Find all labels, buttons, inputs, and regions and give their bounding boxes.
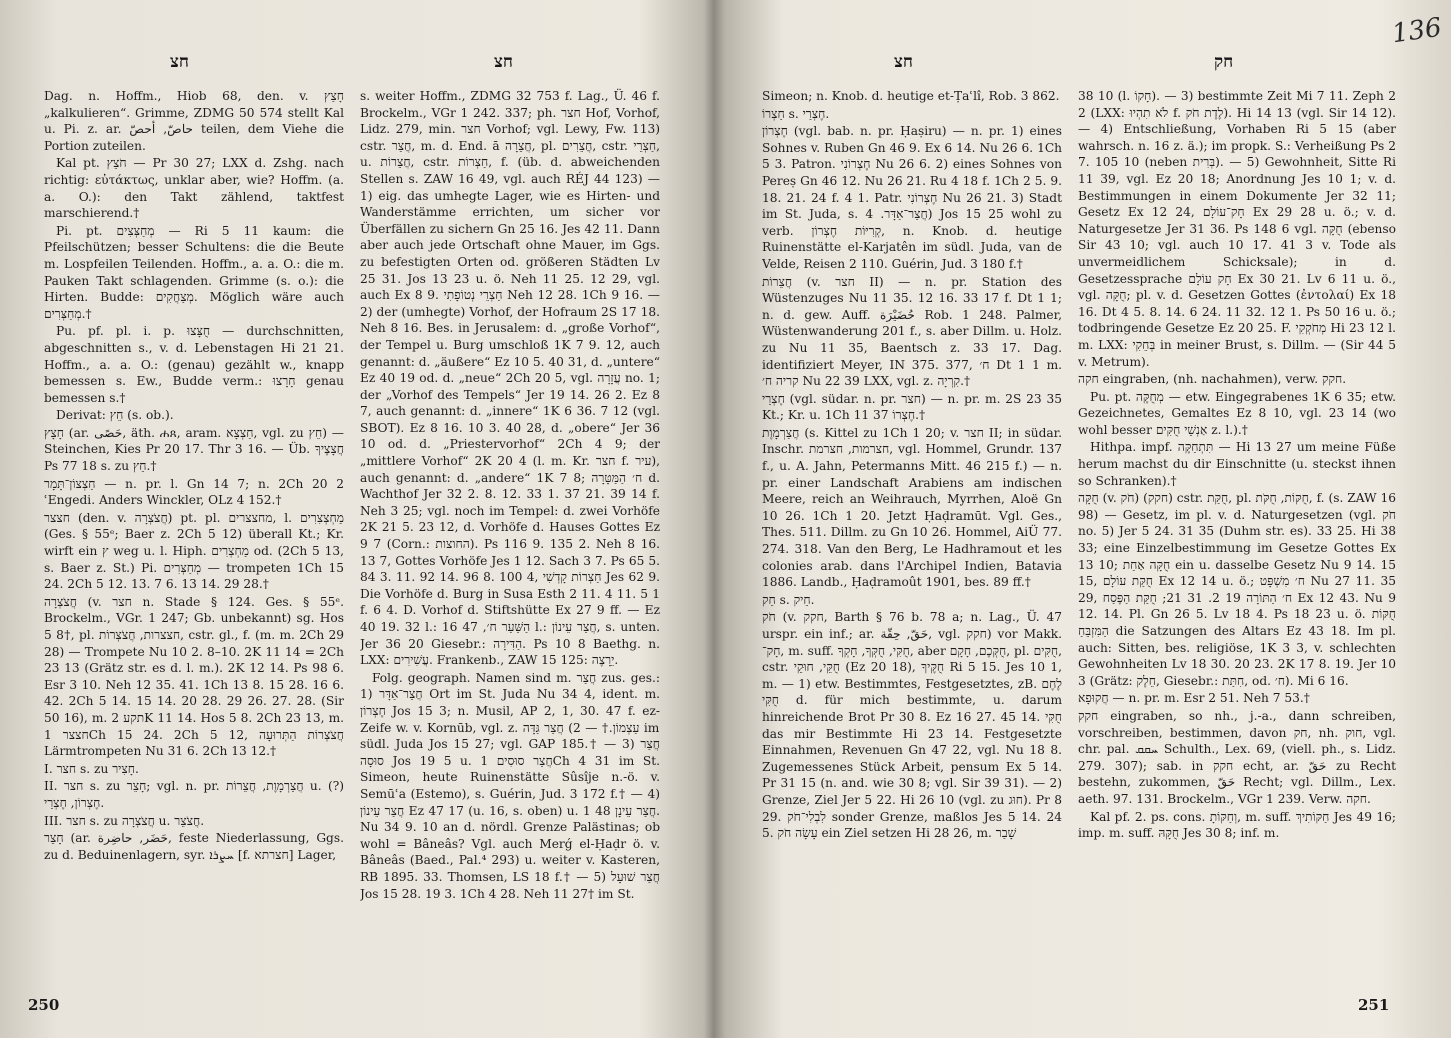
right-page-column-2 (1078, 88, 1396, 968)
entry-paragraph: חֵק s. חֵיק. (762, 592, 815, 607)
entry-paragraph: חַצְרוֹ s. חֶצְרַי. (762, 106, 830, 121)
entry-paragraph: Pi. pt. מְחַצְּצִים — Ri 5 11 kaum: die Pfeilschützen; besser Schultens: die die Beute m. Lospfeilen Teilenden. Hoffm., a. a. O.: die m. Pauken Takt schlagenden. Grimme (s. o.): die Hirten. Budde: מְצַחֲקִים. Möglich wäre auch מְחַצְּרִים.† (44, 223, 344, 321)
right-page-column-1 (762, 88, 1062, 968)
entry-paragraph: II. חצר s. zu חָצֵר; vgl. n. pr. חֲצַרְמָוֶת, חֲצֵרוֹת u. (?) חֶצְרוֹן, חֶצְרַי. (44, 779, 344, 810)
left-page-column-1 (44, 88, 344, 968)
entry-paragraph: Pu. pf. pl. i. p. חֻצָּצוּ — durchschnitten, abgeschnitten s., v. d. Lebenstagen Hi 21 21. Hoffm., a. a. O.: (genau) gezählt w., knapp bemessen s. Ew., Budde verm.: חָרָצוּ genau bemessen s.† (44, 324, 344, 405)
entry-paragraph: Folg. geograph. Namen sind m. חֲצַר zus. ges.: 1) חֲצַר־אַדָּר Ort im St. Juda Nu 34 4, ident. m. חֶצְרוֹן Jos 15 3; n. Musil, AP 2, 1, 30. 47 f. ez-Zeife w. v. Kornūb, vgl. z. עַצְמוֹן.† — 2) חֲצַר גַּדָּה im südl. Juda Jos 15 27; vgl. GAP 185.† — 3) חֲצַר סוּסָה Jos 19 5 u. חֲצַר סוּסִים 1Ch 4 31 im St. Simeon, heute Ruinenstätte Sûsîje n.-ö. v. Semūʿa (Estemo), s. Guérin, Jud. 3 172 f.† — 4) חֲצַר עֵינוֹן Ez 47 17 (u. 16, s. oben) u. חֲצַר עֵינָן 48 1. Nu 34 9. 10 an d. nördl. Grenze Palästinas; ob wohl = Bâneâs? Vgl. auch Merǵ el-Ḥaḍr ö. v. Bâneâs (Baed., Pal.⁴ 293) u. weiter v. Kasteren, RB 1895. 33. Thomsen, LS 18 f.† — 5) חֲצַר שׁוּעָל Jos 15 28. 19 3. 1Ch 4 28. Neh 11 27† im St. (360, 670, 660, 901)
entry-paragraph: חָצֵר (ar. حَضَر, حاضِرة, feste Niederlassung, Ggs. zu d. Beduinenlagern, syr. ܚܨܪܐ [f. חצרתא] Lager, (44, 831, 344, 862)
entry-paragraph: Kal pt. חֹצֵץ — Pr 30 27; LXX d. Zshg. nach richtig: εὐτάκτως, unklar aber, wie? Hoffm. (a. a. O.): den Takt zählend, taktfest marschierend.† (44, 156, 344, 221)
entry-paragraph: Hithpa. impf. תִּתְחַקֶּה — Hi 13 27 um meine Füße herum machst du dir Einschnitte (u. steckst ihnen so Schranken).† (1078, 440, 1396, 488)
entry-paragraph: Derivat: חֵץ (s. ob.). (56, 408, 174, 423)
entry-paragraph: חֹק (v. חקק, Barth § 76 b. 78 a; n. Lag., Ü. 47 urspr. ein inf.; ar. حَقّ, حِقّة, vgl. חקק) vor Makk. חָק־, m. suff. חֻקִּי, חֻקְּךָ, חָקְךָ, aber חֻקְּכֶם, חָקָם, pl. חֻקִּים, cstr. חֻקֵּי, חוּקֵי (Ez 20 18), חֻקֶּיךָ Ri 5 15. Jes 10 1, m. — 1) etw. Bestimmtes, Festgesetztes, zB. לֶחֶם חֻקִּי d. für mich bestimmte, u. darum hinreichende Brot Pr 30 8. Ez 16 27. 45 14. חֻקִּי das mir Bestimmte Hi 23 14. Festgesetzte Einnahmen, Revenuen Gn 47 22, vgl. Nu 18 8. Zugemessenes Stück Arbeit, pensum Ex 5 14. Pr 31 15 (n. and. wie 30 8; vgl. Sir 39 31). — 2) Grenze, Ziel Jer 5 22. Hi 26 10 (vgl. zu חוּג). Pr 8 29. לִבְלִי־חֹק sonder Grenze, maßlos Jes 5 14. 24 5. עָשָׂה חֹק ein Ziel setzen Hi 28 26, m. שָׁבַר (762, 610, 1062, 841)
entry-paragraph: חֶצְרַי (vgl. südar. n. pr. חצר) — n. pr. m. 2S 23 35 Kt.; Kr. u. 1Ch 11 37 חֶצְרוֹ.† (762, 391, 1062, 423)
entry-paragraph: חקק eingraben, so nh., j.-a., dann schreiben, vorschreiben, bestimmen, davon חק, nh. חוק, vgl. chr. pal. ܚܩܩ Schulth., Lex. 69, (viell. ph., s. Lidz. 279. 307); sab. in חקק echt, ar. حَقّ zu Recht bestehn, zukommen, حَقّ Recht; vgl. Dillm., Lex. aeth. 97. 131. Brockelm., VGr 1 239. Verw. חקה. (1078, 708, 1396, 806)
entry-paragraph: 38 10 (l. חָקוֹ). — 3) bestimmte Zeit Mi 7 11. Zeph 2 2 (LXX: לֹא תִהְיוּ f. לֶדֶת חֹק). Hi 14 13 (vgl. Sir 14 12). — 4) Entschließung, Vorhaben Ri 5 15 (aber wahrsch. n. 16 z. ä.); im propk. S.: Verheißung Ps 2 7. 105 10 (neben בְּרִית). — 5) Gewohnheit, Sitte Ri 11 39, vgl. Ez 20 18; Anordnung Jes 10 1; v. d. Bestimmungen in einem Dokumente Jer 32 11; Gesetz Ex 12 24, חָק־עוֹלָם Ex 29 28 u. ö.; v. d. Naturgesetze Jer 31 36. Ps 148 6 vgl. חֻקָּה (ebenso Sir 43 10; vgl. auch 10 17. 41 3 v. Tode als unvermeidlichem Schicksale); in d. Gesetzessprache חָק עוֹלָם Ex 30 21. Lv 6 11 u. ö., vgl. חֻקָּה; pl. v. d. Gesetzen Gottes (ἐντολαί) Ex 18 16. Dt 4 5. 8. 14. 6 24. 11 32. 12 1. Ps 50 16 u. ö.; todbringende Gesetze Ez 20 25. F. מְחֹקְקִי Hi 23 12 l. m. LXX: בְּחֵקִי in meiner Brust, s. Dillm. — (Sir 44 5 v. Metrum). (1078, 89, 1396, 369)
entry-paragraph: Kal pf. 2. ps. cons. וְחַקּוֹתָ, m. suff. חַקּוֹתִיךְ Jes 49 16; imp. m. suff. חֻקָּהּ Jes 30 8; inf. m. (1078, 809, 1396, 841)
left-page-number: 250 (28, 996, 60, 1014)
right-page-header-right: חק (1214, 52, 1234, 72)
entry-paragraph: חצצר (den. v. חֲצֹצְרָה) pt. pl. מחצצרים, l. מַחְצְצִרִים (Ges. § 55ᵉ; Baer z. 2Ch 5 12) überall Kt.; Kr. wirft ein ץ weg u. l. Hiph. מַחְצְרִים od. (2Ch 5 13, s. Baer z. St.) Pi. מְחַצְּרִים — trompeten 1Ch 15 24. 2Ch 5 12. 13. 7 6. 13 14. 29 28.† (44, 510, 344, 592)
entry-paragraph: חָצָץ (ar. حَصًى, äth. ሐጸ, aram. חַצְצָא, vgl. zu חֵץ) — Steinchen, Kies Pr 20 17. Thr 3 16. — Üb. חֲצָצֶיךָ Ps 77 18 s. zu חֵץ.† (44, 425, 344, 474)
left-page-header-right: חצ (494, 52, 513, 72)
entry-paragraph: Pu. pt. מְחֻקֶּה — etw. Eingegrabenes 1K 6 35; etw. Gezeichnetes, Gemaltes Ez 8 10, vgl. 23 14 (wo wohl besser אַנְשֵׁי חֻקִּים z. l.).† (1078, 389, 1396, 437)
left-page-column-2 (360, 88, 660, 968)
entry-paragraph: חֲקוּפָא — n. pr. m. Esr 2 51. Neh 7 53.† (1078, 691, 1310, 706)
entry-paragraph: חֲצֹצְרָה (v. חצר n. Stade § 124. Ges. § 55ᵉ. Brockelm., VGr. 1 247; Gb. unbekannt) sg. Hos 5 8†, pl. חצצרות, חֲצֹצְרוֹת, cstr. gl., f. (m. m. 2Ch 29 28) — Trompete Nu 10 2. 8–10. 2K 11 14 = 2Ch 23 13 (Grätz str. es d. l. m.). 2K 12 14. Ps 98 6. Esr 3 10. Neh 12 35. 41. 1Ch 13 8. 15 28. 16 6. 42. 2Ch 5 14. 15 14. 20 28. 29 26. 27. 28. (Sir 50 16), m. תקע 2K 11 14. Hos 5 8. 2Ch 23 13, m. חצצר 1Ch 15 24. 2Ch 5 12, חֲצֹצְרוֹת הַתְּרוּעָה Lärmtrompeten Nu 31 6. 2Ch 13 12.† (44, 594, 344, 759)
entry-paragraph: s. weiter Hoffm., ZDMG 32 753 f. Lag., Ü. 46 f. Brockelm., VGr 1 242. 337; ph. חצר Hof, Vorhof, Lidz. 279, min. חצר Vorhof; vgl. Lewy, Fw. 113) cstr. חֲצַר, m. d. End. ā חֲצֵרָה, pl. חֲצֵרִים, cstr. חַצְרֵי, u. חֲצֵרוֹת, cstr. חַצְרוֹת, f. (üb. d. abweichenden Stellen s. ZAW 16 49, vgl. auch RÉJ 44 123) — 1) eig. das umhegte Lager, wie es Hirten- und Wanderstämme errichten, um sicher vor Überfällen zu sichern Gn 25 16. Jes 42 11. Dann aber auch jede Ortschaft ohne Mauer, im Ggs. zu befestigten Orten od. größeren Städten Lv 25 31. Jos 13 23 u. ö. Neh 11 25. 12 29, vgl. auch Ex 8 9. חַצְרֵי נְטוֹפָתִי Neh 12 28. 1Ch 9 16. — 2) der (umhegte) Vorhof, der Hofraum 2S 17 18. Neh 8 16. Bes. in Jerusalem: d. „große Vorhof“, der Tempel u. Burg umschloß 1K 7 9. 12, auch genannt: d. „äußere“ Ez 10 5. 40 31, d. „untere“ Ez 40 19 od. d. „neue“ 2Ch 20 5, vgl. עֲזָרָה no. 1; der „Vorhof des Tempels“ Jer 19 14. 26 2. Ez 8 7, auch genannt: d. „innere“ 1K 6 36. 7 12 (vgl. SBOT). Ez 8 16. 10 3. 40 28, d. „obere“ Jer 36 10 od. d. „Priestervorhof“ 2Ch 4 9; der „mittlere Vorhof“ 2K 20 4 (l. m. Kr. חצר f. עיר), auch genannt: d. „andere“ 1K 7 8; ח׳ הַמַּטָּרָה d. Wachthof Jer 32 2. 8. 12. 33 1. 37 21. 39 14 f. Neh 3 25; vgl. noch im Tempel: d. zwei Vorhöfe 2K 21 5. 23 12, d. Vorhöfe d. Hauses Gottes Ez 9 7 (Corn.: החוצות). Ps 116 9. 135 2. Neh 8 16. 13 7, Gottes Vorhöfe Jes 1 12. Sach 3 7. Ps 65 5. 84 3. 11. 92 14. 96 8. 100 4, חַצְרוֹת קָדְשִׁי Jes 62 9. Die Vorhöfe d. Burg in Susa Esth 2 11. 4 11. 5 1 f. 6 4. D. Vorhof d. Stiftshütte Ex 27 9 ff. — Ez 40 19. 32 l.: הַשַּׁעַר ח׳, 47 16 l.: חֲצַר עֵינוֹן, s. unten. Jer 36 20 Giesebr.: הַדִּירָה. Ps 10 8 Baethg. n. LXX: עֲשִׁירִים. Frankenb., ZAW 15 125: יֵרָצֶה. (360, 89, 660, 668)
right-page-header-left: חצ (894, 52, 913, 72)
entry-paragraph: Simeon; n. Knob. d. heutige et-Ṭaʿlî, Rob. 3 862. (762, 89, 1060, 103)
entry-paragraph: חַצְצוֹן־תָּמָר — n. pr. l. Gn 14 7; n. 2Ch 20 2 ʿEngedi. Anders Winckler, OLz 4 152.† (44, 476, 344, 508)
entry-paragraph: חֶצְרוֹן (vgl. bab. n. pr. Ḥaṣiru) — n. pr. 1) eines Sohnes v. Ruben Gn 46 9. Ex 6 14. Nu 26 6. 1Ch 5 3. Patron. חֶצְרוֹנִי Nu 26 6. 2) eines Sohnes von Pereṣ Gn 46 12. Nu 26 21. Ru 4 18 f. 1Ch 2 5. 9. 18. 21. 24 f. 4 1. Patr. חֶצְרוֹנִי Nu 26 21. 3) Stadt im St. Juda, s. חֲצַר־אַדָּר. 4) Jos 15 25 wohl zu verb. קְרִיּוֹת חֶצְרוֹן, n. Knob. d. heutige Ruinenstätte el-Karjatên im südl. Juda, van de Velde, Reisen 2 110. Guérin, Jud. 3 180 f.† (762, 124, 1062, 271)
entry-paragraph: חקה eingraben, (nh. nachahmen), verw. חקק. (1078, 372, 1347, 387)
entry-paragraph: חֲצַרְמָוֶת (s. Kittel zu 1Ch 1 20; v. חצר II; in südar. Inschr. חצרמות, חצרמת, vgl. Hommel, Grundr. 137 f., u. A. Jahn, Petermanns Mitt. 46 215 f.) — n. pr. einer Landschaft Arabiens am indischen Meere, reich an Weihrauch, Myrrhen, Aloë Gn 10 26. 1Ch 1 20. Jetzt Ḥaḍramūt. Vgl. Ges., Thes. 511. Dillm. zu Gn 10 26. Hommel, AiÜ 77. 274. 318. Van den Berg, Le Hadhramout et les colonies arab. dans l'Archipel Indien, Batavia 1886. Landb., Ḥaḍramoût 1901, bes. 89 ff.† (762, 425, 1062, 590)
right-page-number: 251 (1358, 996, 1390, 1014)
handwritten-page-number: 136 (1390, 12, 1444, 50)
entry-paragraph: חֻקָּה (v. חֹק) (חקק) cstr. חֻקַּת, pl. חֻקּוֹת, חֻקֹּת, f. (s. ZAW 16 98) — Gesetz, im pl. v. d. Naturgesetzen (vgl. חֹק no. 5) Jer 5 24. 31 35 (Duhm str. es). 33 25. Hi 38 33; eine Einzelbestimmung im Gesetze Gottes Ex 13 10; חֻקָּה אַחַת ein u. dasselbe Gesetz Nu 9 14. 15 15, חֻקַּת עוֹלָם Ex 12 14 u. ö.; ח׳ מִשְׁפָּט Nu 27 11. 35 29, ח׳ הַתּוֹרָה 19 2. 31 21; חֻקַּת הַפֶּסַח Ex 12 43. Nu 9 12. 14. Pl. Gn 26 5. Lv 18 4. Ps 18 23 u. ö. חֻקּוֹת הַמִּזְבֵּחַ die Satzungen des Altars Ez 43 18. Im pl. auch: Sitten, bes. religiöse, 1K 3 3, v. schlechten Gewohnheiten Lv 18 30. 20 23. 2K 17 8. 19. Jer 10 3 (Grätz: חֵלֶק, Giesebr.: חִתַּת, od. ח׳). Mi 6 16. (1078, 491, 1396, 688)
entry-paragraph: I. חצר s. zu חָצִיר. (44, 761, 139, 776)
left-page-header-left: חצ (170, 52, 189, 72)
right-page (706, 0, 1451, 1038)
entry-paragraph: III. חצר s. zu חֲצֹצְרָה u. חֲצֹצֵר. (44, 813, 205, 828)
entry-paragraph: חֲצֵרוֹת (v. חצר II) — n. pr. Station des Wüstenzuges Nu 11 35. 12 16. 33 17 f. Dt 1 1; n. d. gew. Auff. حُضَيْرَة Rob. 1 248. Palmer, Wüstenwanderung 201 f., s. aber Dillm. u. Holz. zu Nu 11 35, Baentsch z. 33 17. Dag. identifiziert Meyer, IN 375. 377, ח׳ Dt 1 1 m. קריה ח׳ Nu 22 39 LXX, vgl. z. קִרְיָה.† (762, 274, 1062, 389)
entry-paragraph: Dag. n. Hoffm., Hiob 68, den. v. חָצַץ „kalkulieren“. Grimme, ZDMG 50 574 stellt Kal u. Pi. z. ar. حاصّ, أحصّ teilen, dem Viehe die Portion zuteilen. (44, 89, 344, 153)
left-page (0, 0, 700, 1038)
